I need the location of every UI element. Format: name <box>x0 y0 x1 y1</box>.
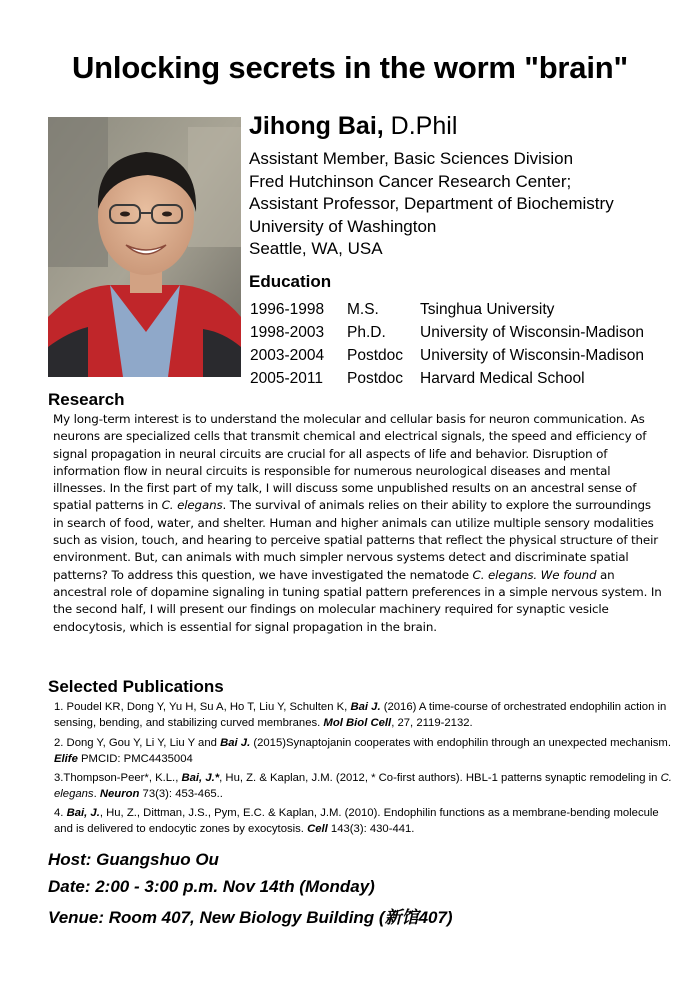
education-years: 1996-1998 <box>250 300 325 318</box>
pub-citation: 73(3): 453-465.. <box>139 787 223 800</box>
affiliation-line: Fred Hutchinson Cancer Research Center; <box>249 171 572 191</box>
pub-authors: 1. Poudel KR, Dong Y, Yu H, Su A, Ho T, Liu Y, Schulten K, <box>54 701 351 713</box>
education-institution: Harvard Medical School <box>420 369 585 387</box>
research-species: C. elegans. We found <box>472 567 597 582</box>
pub-title: , Hu, Z. & Kaplan, J.M. (2012, * Co-first authors). HBL-1 patterns synaptic remodeling in <box>219 772 661 784</box>
education-row <box>250 367 644 390</box>
pub-journal: Elife <box>54 752 78 765</box>
education-degree: Postdoc <box>347 369 404 387</box>
pub-title: (2016) A time-course of orchestrated endophilin action in sensing, bending, and stabilizing curved membranes. <box>54 701 667 729</box>
affiliation-line: Assistant Professor, Department of Biochemistry <box>249 194 614 214</box>
pub-highlight-author: Bai, J.* <box>181 772 220 784</box>
education-institution: University of Wisconsin-Madison <box>420 346 644 364</box>
pub-species: C. elegans <box>54 772 672 800</box>
pub-highlight-author: Bai J. <box>350 701 381 713</box>
education-row <box>250 298 644 321</box>
pub-highlight-author: Bai, J. <box>66 807 100 819</box>
pub-journal: Neuron <box>99 787 140 800</box>
research-heading: Research <box>48 390 125 409</box>
education-years: 2005-2011 <box>250 369 323 387</box>
speaker-photo <box>48 117 241 377</box>
pub-journal: Cell <box>307 822 328 835</box>
education-institution: Tsinghua University <box>420 300 555 318</box>
speaker-name-text: Jihong Bai, <box>249 112 384 140</box>
pub-journal: Mol Biol Cell <box>323 716 392 729</box>
publication-item <box>54 771 674 802</box>
publication-item <box>54 700 674 731</box>
speaker-degree: D.Phil <box>383 112 458 140</box>
pub-highlight-author: Bai J. <box>220 737 251 749</box>
research-text: . The survival of animals relies on their ability to explore the surroundings in search of food, water, and shelter. Human and higher animals can utilize multiple sensory modalities such as vision, touch, and hearing to perceive spatial patterns that reflect the physical structure of their environment. But, can animals with much simpler nervous systems detect and discriminate spatial patterns? To address this question, we have investigated the nematode <box>53 498 658 582</box>
education-row <box>250 344 644 367</box>
pub-title: , Hu, Z., Dittman, J.S., Pym, E.C. & Kaplan, J.M. (2010). Endophilin functions as a membrane-bending molecule and is delivered to endocytic zones by exocytosis. <box>54 807 659 835</box>
speaker-affiliation <box>249 148 614 261</box>
speaker-name <box>249 112 457 141</box>
event-venue: Venue: Room 407, New Biology Building (新馆407) <box>48 908 453 927</box>
research-species: C. elegans <box>161 498 223 513</box>
education-heading: Education <box>249 272 332 291</box>
publication-item <box>54 806 674 837</box>
research-text: an ancestral role of dopamine signaling in tuning spatial pattern preferences in a simple nervous system. In the second half, I will present our findings on molecular machinery required for synaptic vesicle endocytosis, which is essential for signal propagation in the brain. <box>53 567 662 634</box>
pub-citation: PMCID: PMC4435004 <box>77 752 193 765</box>
education-degree: Ph.D. <box>347 323 386 341</box>
education-institution: University of Wisconsin-Madison <box>420 323 644 341</box>
pub-citation: 143(3): 430-441. <box>327 822 415 835</box>
event-host: Host: Guangshuo Ou <box>48 850 219 869</box>
education-years: 1998-2003 <box>250 323 325 341</box>
affiliation-line: Assistant Member, Basic Sciences Division <box>249 149 574 168</box>
pub-authors: 2. Dong Y, Gou Y, Li Y, Liu Y and <box>54 737 221 749</box>
affiliation-line: Seattle, WA, USA <box>249 239 383 259</box>
pub-number: 4. <box>54 807 67 819</box>
affiliation-line: University of Washington <box>249 216 437 236</box>
pub-title: (2015)Synaptojanin cooperates with endophilin through an unexpected mechanism. <box>250 737 671 749</box>
education-years: 2003-2004 <box>250 346 325 364</box>
event-date: Date: 2:00 - 3:00 p.m. Nov 14th (Monday) <box>48 877 375 896</box>
research-text: My long-term interest is to understand the molecular and cellular basis for neuron communication. As neurons are specialized cells that transmit chemical and electrical signals, the speed and efficiency of signal propagation in neural circuits are crucial for all aspects of life and behavior. Disruption of information flow in neural circuits is responsible for numerous neurological diseases and mental illnesses. In the first part of my talk, I will discuss some unpublished results on an ancestral sense of spatial patterns in <box>53 412 647 513</box>
education-degree: M.S. <box>347 300 379 318</box>
education-table <box>250 298 644 390</box>
publication-item <box>54 736 674 767</box>
poster-title: Unlocking secrets in the worm "brain" <box>71 50 628 85</box>
pub-citation: , 27, 2119-2132. <box>391 716 473 729</box>
pub-authors: 3.Thompson-Peer*, K.L., <box>54 772 182 784</box>
research-body <box>53 411 665 636</box>
education-degree: Postdoc <box>347 346 404 364</box>
education-row <box>250 321 644 344</box>
publications-heading: Selected Publications <box>48 677 224 696</box>
pub-punct: . <box>93 787 100 800</box>
